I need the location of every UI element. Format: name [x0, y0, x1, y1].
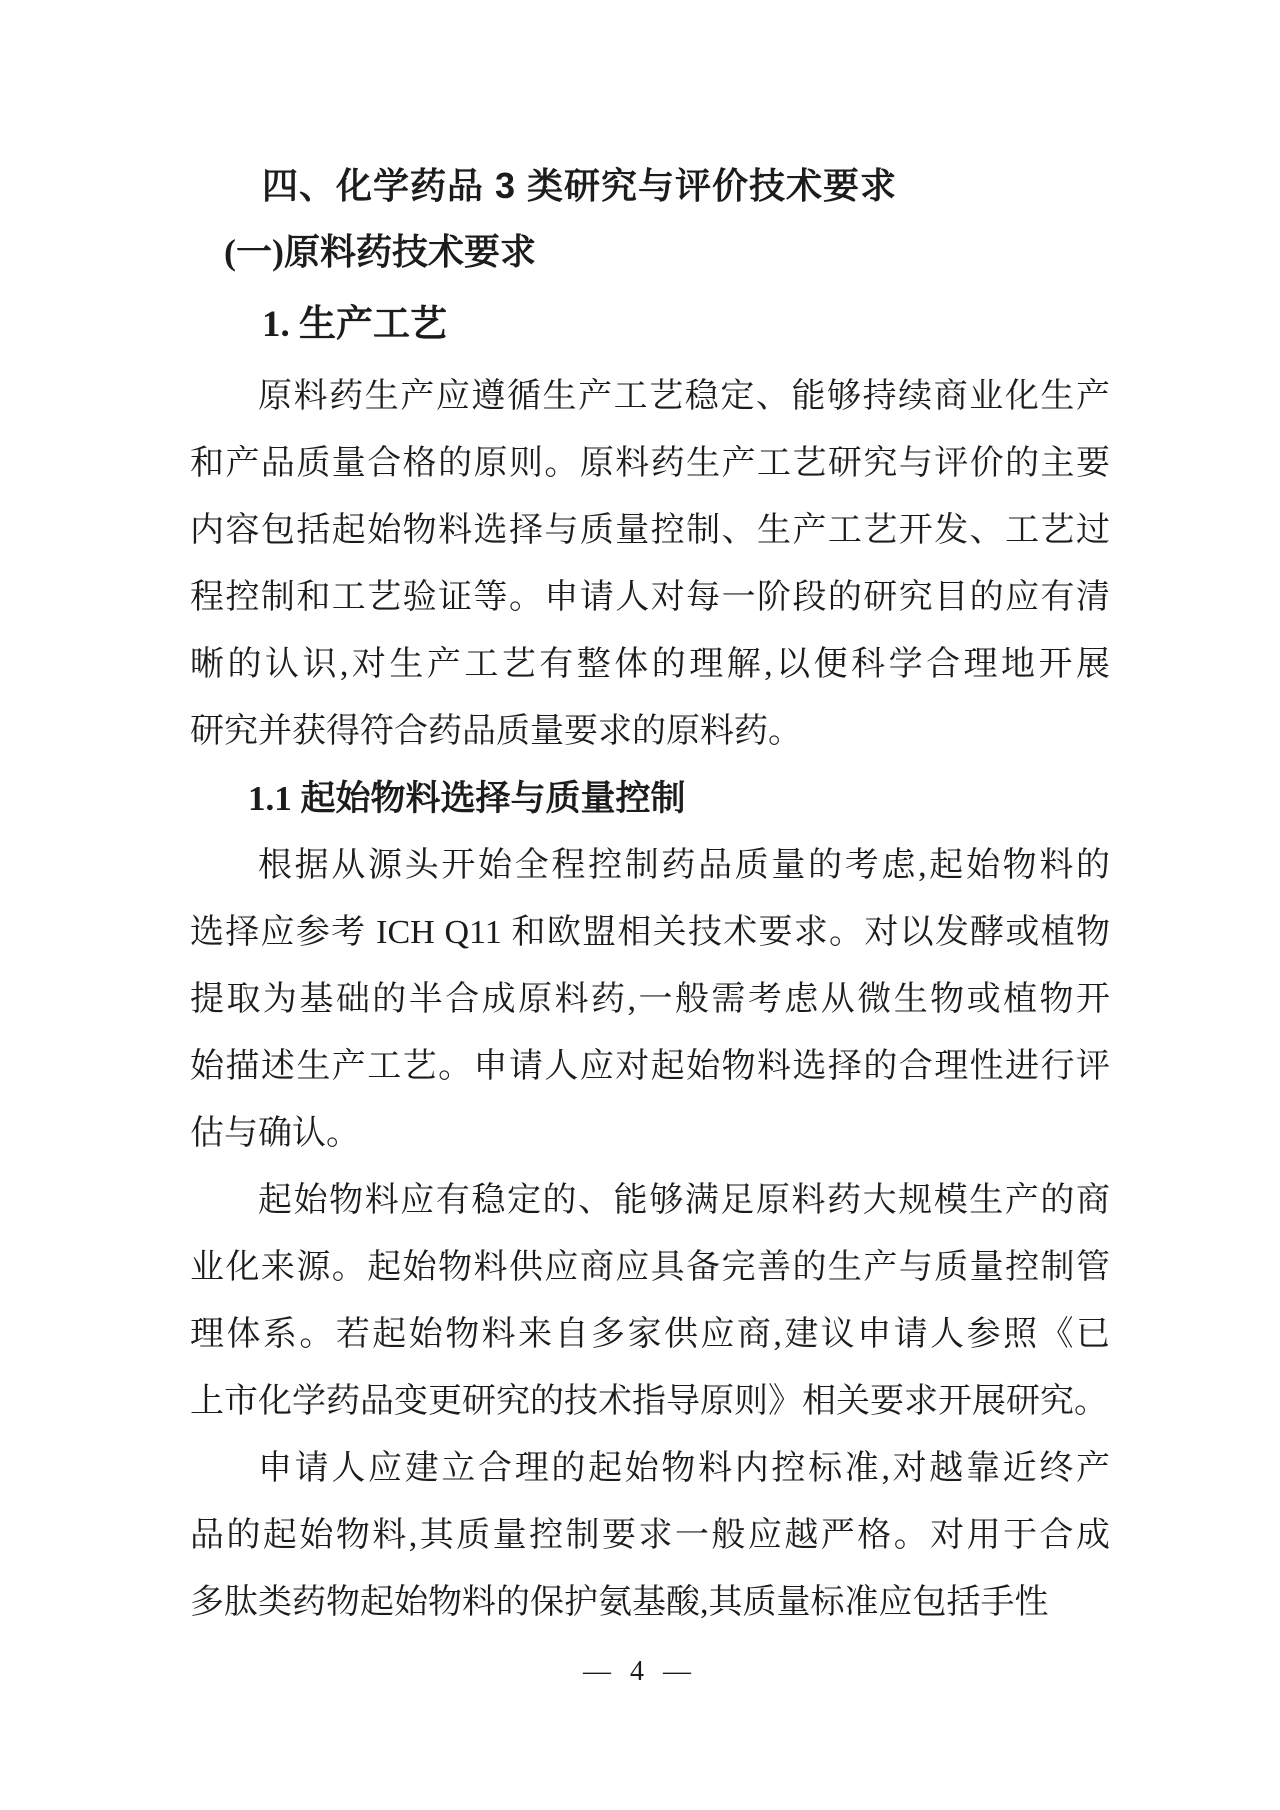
text-line: 估与确认。	[190, 1115, 360, 1152]
text-line: 和产品质量合格的原则。原料药生产工艺研究与评价的主要	[190, 445, 1110, 482]
heading-starting-material: 1.1 起始物料选择与质量控制	[248, 779, 686, 818]
subsection-heading: (一)原料药技术要求	[224, 232, 536, 272]
text-line: 研究并获得符合药品质量要求的原料药。	[190, 713, 802, 750]
text-line: 原料药生产应遵循生产工艺稳定、能够持续商业化生产	[258, 378, 1110, 415]
text-line: 理体系。若起始物料来自多家供应商,建议申请人参照《已	[190, 1316, 1110, 1353]
text-line: 业化来源。起始物料供应商应具备完善的生产与质量控制管	[190, 1249, 1110, 1286]
text-line: 晰的认识,对生产工艺有整体的理解,以便科学合理地开展	[190, 646, 1110, 683]
text-line: 选择应参考 ICH Q11 和欧盟相关技术要求。对以发酵或植物	[190, 914, 1110, 951]
text-line: 内容包括起始物料选择与质量控制、生产工艺开发、工艺过	[190, 512, 1110, 549]
text-line: 根据从源头开始全程控制药品质量的考虑,起始物料的	[258, 847, 1110, 884]
text-line: 始描述生产工艺。申请人应对起始物料选择的合理性进行评	[190, 1048, 1110, 1085]
paragraph-starting-material-selection	[190, 832, 1110, 1167]
section-heading: 四、化学药品 3 类研究与评价技术要求	[262, 165, 898, 206]
text-line: 起始物料应有稳定的、能够满足原料药大规模生产的商	[258, 1182, 1110, 1219]
text-line: 程控制和工艺验证等。申请人对每一阶段的研究目的应有清	[190, 579, 1110, 616]
paragraph-starting-material-source	[190, 1167, 1110, 1435]
paragraph-production-overview	[190, 363, 1110, 765]
page-number: — 4 —	[583, 1656, 697, 1687]
text-line: 提取为基础的半合成原料药,一般需考虑从微生物或植物开	[190, 981, 1110, 1018]
heading-production-process: 1. 生产工艺	[262, 304, 447, 345]
text-line: 上市化学药品变更研究的技术指导原则》相关要求开展研究。	[190, 1383, 1108, 1420]
text-line: 申请人应建立合理的起始物料内控标准,对越靠近终产	[258, 1450, 1110, 1487]
paragraph-internal-control-standard	[190, 1435, 1110, 1636]
text-line: 品的起始物料,其质量控制要求一般应越严格。对用于合成	[190, 1517, 1110, 1554]
text-line: 多肽类药物起始物料的保护氨基酸,其质量标准应包括手性	[190, 1584, 1049, 1621]
